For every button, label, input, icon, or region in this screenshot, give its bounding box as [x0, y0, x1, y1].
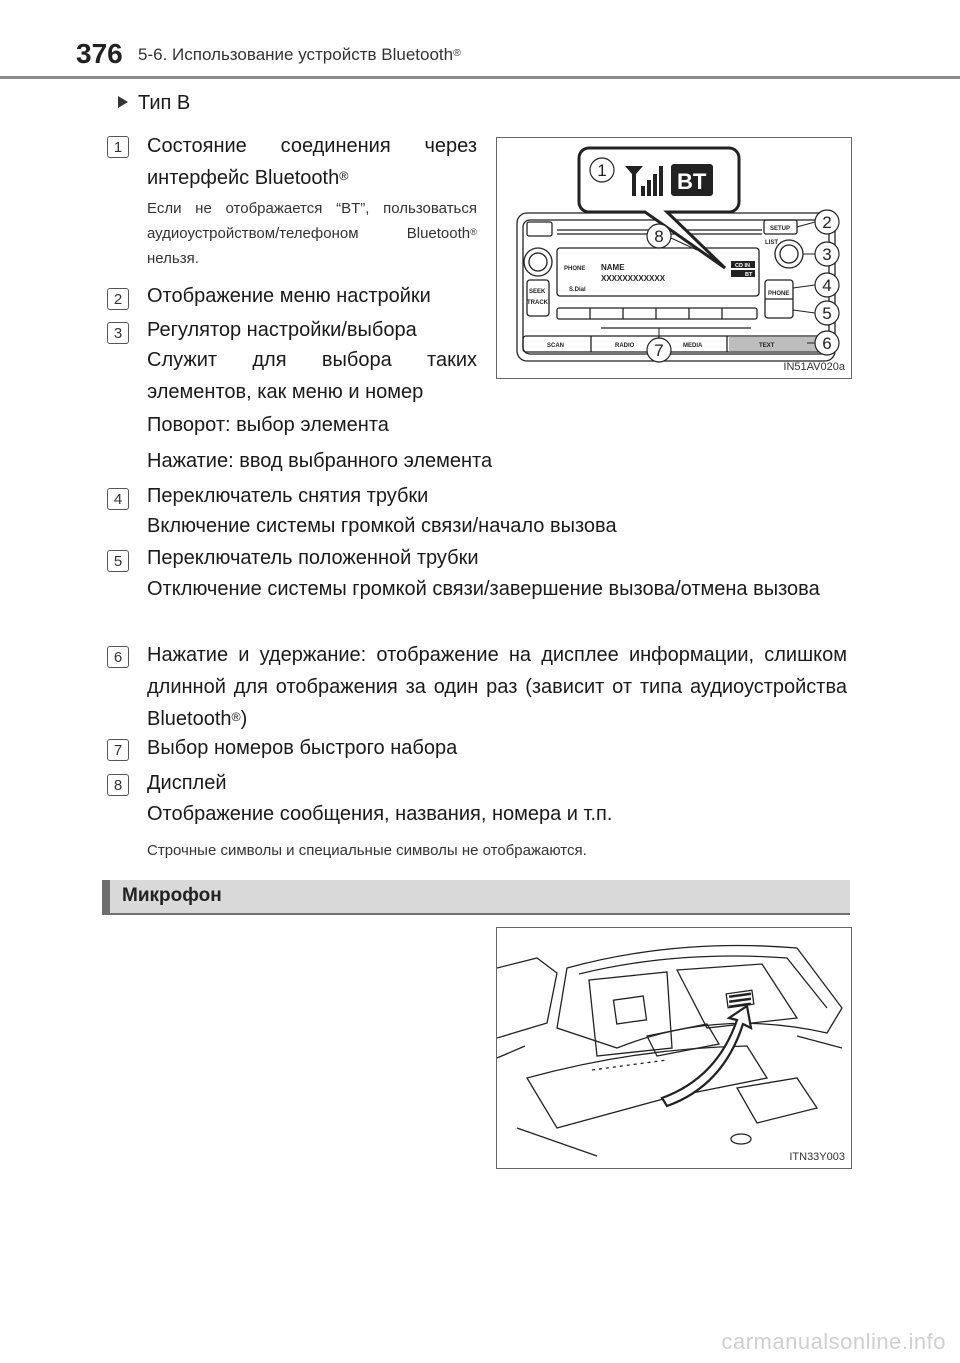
item-number: 1 [107, 136, 129, 158]
windshield-edge [497, 958, 557, 1038]
section-underline [102, 913, 850, 915]
figure-code: ITN33Y003 [789, 1151, 845, 1163]
item-text: Служит для выбора таких элементов, как меню и номер [147, 349, 477, 403]
preset-buttons [557, 308, 757, 319]
overhead-console-illustration [497, 928, 851, 1168]
bubble-bt-text: BT [677, 169, 707, 194]
page-number: 376 [76, 38, 123, 69]
item-text: Выбор номеров быстрого набора [147, 737, 458, 759]
callout-6: 6 [822, 334, 832, 353]
seek-track-button [527, 280, 549, 316]
console-bracket [731, 1134, 751, 1144]
display-cdin-text: CD IN [735, 263, 750, 269]
tune-select-knob-inner [780, 245, 798, 263]
callout-1: 1 [597, 161, 607, 180]
header-rule [0, 76, 960, 79]
map-lamp-switch [613, 996, 646, 1024]
media-label: MEDIA [683, 343, 703, 349]
sunvisor-area [527, 1046, 767, 1128]
item-note: Строчные символы и специальные символы не отображаются. [147, 842, 587, 859]
item-number: 5 [107, 550, 129, 572]
item-number: 8 [107, 774, 129, 796]
audio-unit-figure [496, 137, 852, 379]
item-text: Регулятор настройки/выбора [147, 319, 417, 341]
callout-4: 4 [822, 276, 832, 295]
callout-8: 8 [654, 227, 664, 246]
seek-label: SEEK [529, 289, 546, 295]
list-label: LIST [765, 240, 778, 246]
item-text: Отключение системы громкой связи/завершение вызова/отмена вызова [147, 578, 820, 600]
display-name-text: NAME [601, 263, 625, 272]
lower-right-panel [737, 1078, 817, 1123]
display-number-text: XXXXXXXXXXXX [601, 274, 666, 283]
item-text: Включение системы громкой связи/начало вызова [147, 515, 617, 537]
scan-label: SCAN [547, 343, 565, 349]
figure-code: IN51AV020a [783, 361, 845, 373]
display-screen [557, 248, 759, 296]
triangle-bullet-icon [118, 96, 128, 108]
item-text: Поворот: выбор элемента [147, 414, 389, 436]
callout-5: 5 [822, 304, 832, 323]
item-text: Состояние соединения через интерфейс Bluetooth® [147, 135, 477, 189]
callout-2: 2 [822, 213, 832, 232]
microphone-figure [496, 927, 852, 1169]
radio-label: RADIO [615, 343, 635, 349]
section-title: 5-6. Использование устройств Bluetooth® [138, 45, 461, 64]
text-label: TEXT [759, 343, 775, 349]
setup-label: SETUP [770, 226, 791, 232]
item-note: Если не отображается “BT”, пользоваться аудиоустройством/телефоном Bluetooth® нельзя. [147, 200, 477, 267]
item-number: 2 [107, 288, 129, 310]
item-text: Отображение меню настройки [147, 285, 431, 307]
item-text: Нажатие: ввод выбранного элемента [147, 450, 493, 472]
display-bt-text: BT [745, 272, 753, 278]
item-text: Отображение сообщения, названия, номера и т.п. [147, 803, 613, 825]
page-header [0, 0, 960, 78]
eject-button [527, 222, 552, 236]
item-number: 3 [107, 322, 129, 344]
power-volume-knob [524, 248, 552, 276]
sunglasses-holder [647, 1024, 719, 1056]
item-number: 7 [107, 739, 129, 761]
callout-7: 7 [654, 341, 664, 360]
display-dial-text: S.Dial [569, 287, 586, 293]
microphone-section-header: Микрофон [102, 880, 850, 913]
pointer-arrow-icon [662, 1006, 751, 1106]
item-text: Переключатель положенной трубки [147, 547, 479, 569]
display-phone-text: PHONE [564, 266, 586, 272]
item-number: 4 [107, 488, 129, 510]
item-text: Переключатель снятия трубки [147, 485, 429, 507]
callout-3: 3 [822, 245, 832, 264]
item-text: Нажатие и удержание: отображение на дисплее информации, слишком длинной для отображения за один раз (зависит от типа аудиоустройства Bluetooth®) [147, 644, 847, 730]
item-number: 6 [107, 646, 129, 668]
console-housing [557, 946, 842, 1049]
watermark: carmanualsonline.info [721, 1329, 946, 1354]
phone-label: PHONE [768, 291, 790, 297]
track-label: TRACK [527, 300, 548, 306]
type-label: Тип B [118, 92, 190, 115]
audio-unit-illustration [497, 138, 851, 378]
tune-select-knob [775, 240, 803, 268]
item-text: Дисплей [147, 772, 227, 794]
power-volume-knob-inner [529, 253, 547, 271]
